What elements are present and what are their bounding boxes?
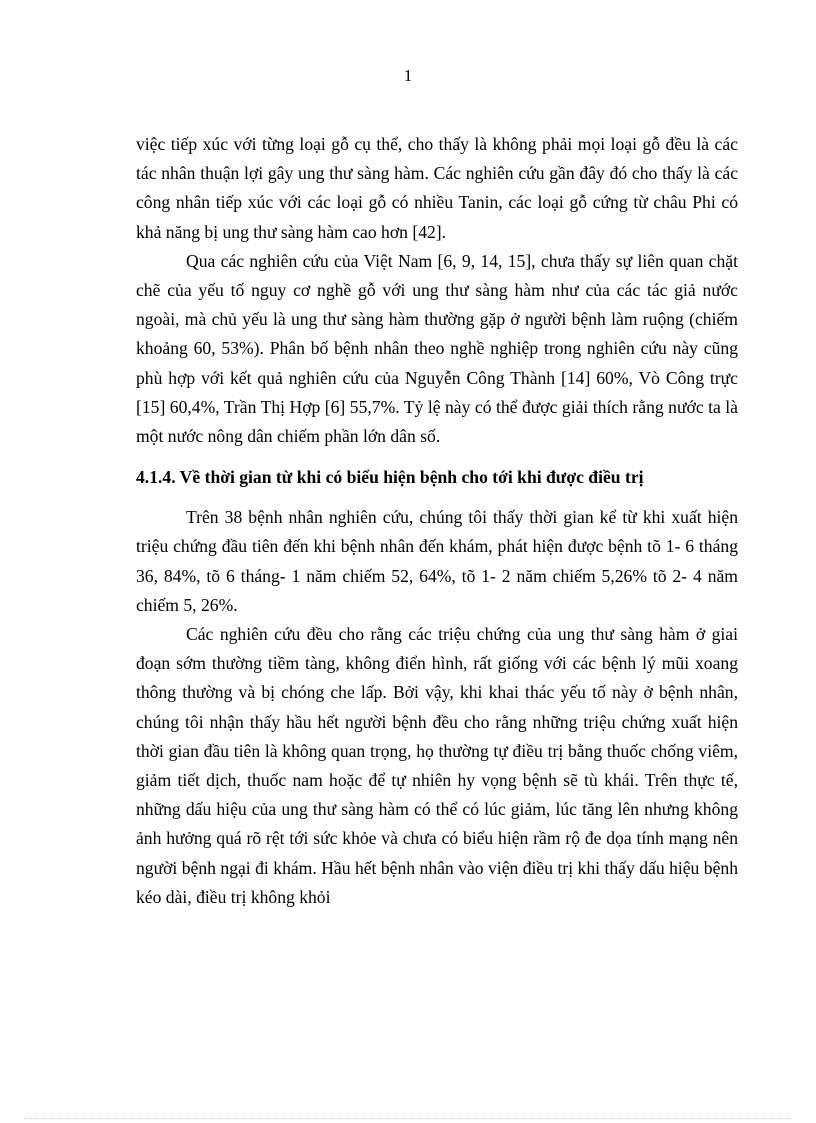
paragraph-vietnam-studies: Qua các nghiên cứu của Việt Nam [6, 9, 14, 15], chưa thấy sự liên quan chặt chẽ của yếu tố nguy cơ nghề gỗ với ung thư sàng hàm như của các tác giả nước ngoài, mà chủ yếu là ung thư sàng hàm thường gặp ở người bệnh làm ruộng (chiếm khoảng 60, 53%). Phân bố bệnh nhân theo nghề nghiệp trong nghiên cứu này cũng phù hợp với kết quả nghiên cứu của Nguyễn Công Thành [14] 60%, Vò Công trực [15] 60,4%, Trần Thị Hợp [6] 55,7%. Tỷ lệ này có thể được giải thích rằng nước ta là một nước nông dân chiếm phần lớn dân số. (136, 250, 738, 447)
page-number: 1 (403, 66, 413, 85)
paragraph-continued: việc tiếp xúc với từng loại gỗ cụ thể, cho thấy là không phải mọi loại gỗ đều là các tác nhân thuận lợi gây ung thư sàng hàm. Các nghiên cứu gần đây đó cho thấy là các công nhân tiếp xúc với các loại gỗ có nhiều Tanin, các loại gỗ cứng từ châu Phi có khả năng bị ung thư sàng hàm cao hơn [42]. (136, 134, 738, 242)
paragraph-early-symptoms: Các nghiên cứu đều cho rằng các triệu chứng của ung thư sàng hàm ở giai đoạn sớm thường tiềm tàng, không điển hình, rất giống với các bệnh lý mũi xoang thông thường và bị chóng che lấp. Bởi vậy, khi khai thác yếu tố này ở bệnh nhân, chúng tôi nhận thấy hầu hết người bệnh đều cho rằng những triệu chứng xuất hiện thời gian đầu tiên là không quan trọng, họ thường tự điều trị bằng thuốc chống viêm, giảm tiết dịch, thuốc nam hoặc để tự nhiên hy vọng bệnh sẽ tù khái. Trên thực tế, những dấu hiệu của ung thư sàng hàm có thể có lúc giảm, lúc tăng lên nhưng không ảnh hưởng quá rõ rệt tới sức khỏe và chưa có biểu hiện rầm rộ đe dọa tính mạng nên người bệnh ngại đi khám. Hầu hết bệnh nhân vào viện điều trị khi thấy dấu hiệu bệnh kéo dài, điều trị không khỏi (136, 624, 738, 907)
footer-divider (24, 1118, 792, 1119)
paragraph-symptom-duration: Trên 38 bệnh nhân nghiên cứu, chúng tôi thấy thời gian kể từ khi xuất hiện triệu chứng đầu tiên đến khi bệnh nhân đến khám, phát hiện được bệnh tõ 1- 6 tháng 36, 84%, tõ 6 tháng- 1 năm chiếm 52, 64%, tõ 1- 2 năm chiếm 5,26% tõ 2- 4 năm chiếm 5, 26%. (136, 507, 738, 615)
section-heading: 4.1.4. Về thời gian từ khi có biểu hiện bệnh cho tới khi được điều trị (136, 467, 644, 488)
body-text (136, 130, 738, 912)
